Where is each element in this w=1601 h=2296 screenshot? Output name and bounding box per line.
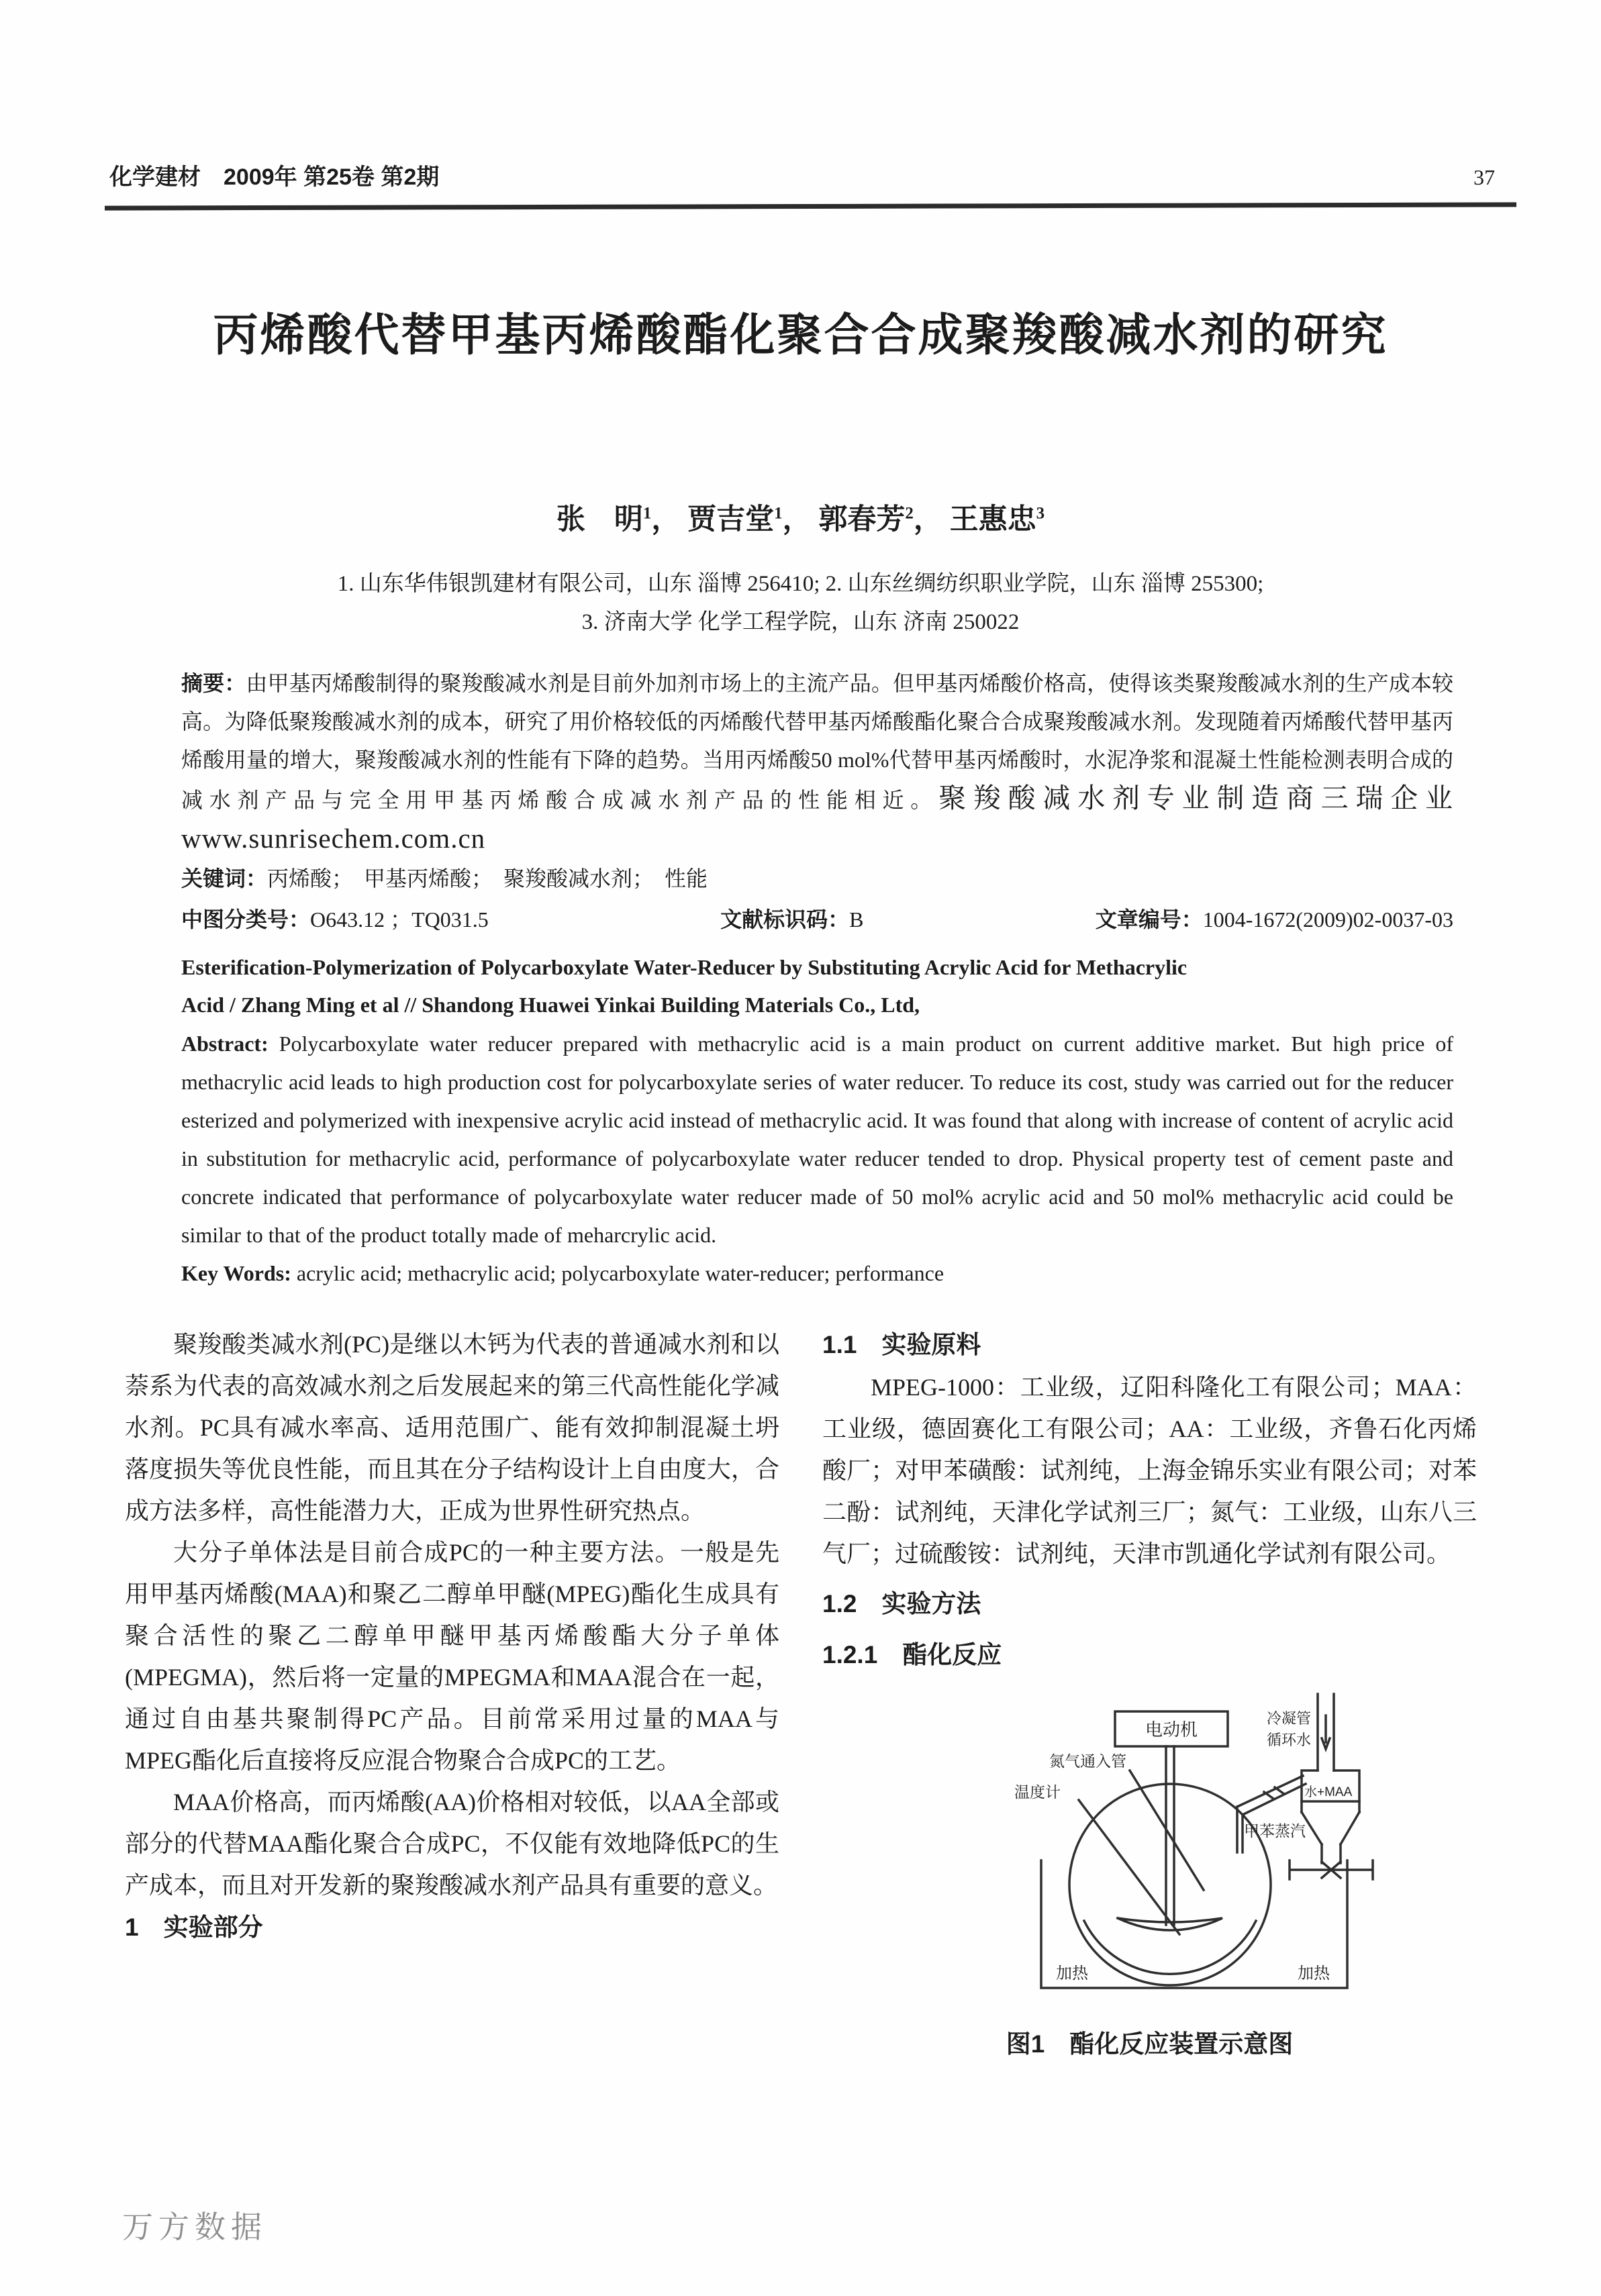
vapor-pipe bbox=[1237, 1776, 1306, 1815]
author: 郭春芳$^2$， bbox=[818, 504, 942, 536]
keywords-en-text: acrylic acid; methacrylic acid; polycarboxylate water-reducer; performance bbox=[296, 1261, 944, 1285]
figure-label-toluene-vapor: 甲苯蒸汽 bbox=[1244, 1822, 1306, 1840]
wanfang-watermark: 万方数据 bbox=[122, 2210, 267, 2244]
abstract-label: 摘要： bbox=[181, 671, 246, 695]
keywords-en-label: Key Words: bbox=[181, 1261, 291, 1285]
abstract-en-text: Polycarboxylate water reducer prepared with methacrylic acid is a main product on current additive market. But high price of methacrylic acid leads to high production cost for polycarboxylate series of water reducer. To reduce its cost, study was carried out for the reducer esterized and polymerized with inexpensive acrylic acid instead of methacrylic acid. It was found that along with increase of content of acrylic acid in substitution for methacrylic acid, performance of polycarboxylate water reducer tended to drop. Physical property test of cement paste and concrete indicated that performance of polycarboxylate water reducer made of 50 mol% acrylic acid and 50 mol% methacrylic acid could be similar to that of the product totally made of meharcrylic acid. bbox=[181, 1032, 1454, 1247]
affiliation-line: 3. 济南大学 化学工程学院，山东 济南 250022 bbox=[581, 610, 1020, 634]
english-title-line2: Acid / Zhang Ming et al // Shandong Huawei Yinkai Building Materials Co., Ltd, bbox=[181, 993, 920, 1017]
paragraph: 大分子单体法是目前合成PC的一种主要方法。一般是先用甲基丙烯酸(MAA)和聚乙二醇单甲醚(MPEG)酯化生成具有聚合活性的聚乙二醇单甲醚甲基丙烯酸酯大分子单体(MPEGMA)，然后将一定量的MPEGMA和MAA混合在一起，通过自由基共聚制得PC产品。目前常采用过量的MAA与MPEG酯化后直接将反应混合物聚合合成PC的工艺。 bbox=[125, 1539, 779, 1774]
author: 张 明$^1$， bbox=[556, 504, 681, 536]
abstract-cn bbox=[181, 664, 1453, 860]
figure-caption: 图1 酯化反应装置示意图 bbox=[1006, 2030, 1294, 2058]
affiliation-line: 1. 山东华伟银凯建材有限公司，山东 淄博 256410; 2. 山东丝绸纺织职业学院，山东 淄博 255300; bbox=[337, 572, 1264, 596]
figure-label-water-maa: 水+MAA bbox=[1304, 1785, 1353, 1799]
section-heading-1: 1 实验部分 bbox=[125, 1913, 263, 1941]
separator-neck bbox=[1322, 1844, 1341, 1863]
paragraph: 聚羧酸类减水剂(PC)是继以木钙为代表的普通减水剂和以萘系为代表的高效减水剂之后发展起来的第三代高性能化学减水剂。PC具有减水率高、适用范围广、能有效抑制混凝土坍落度损失等优良性能，而且其在分子结构设计上自由度大，合成方法多样，高性能潜力大，正成为世界性研究热点。 bbox=[125, 1331, 779, 1524]
keywords-text: 丙烯酸； 甲基丙烯酸； 聚羧酸减水剂； 性能 bbox=[267, 866, 708, 891]
article-id: 文章编号：1004-1672(2009)02-0037-03 bbox=[1095, 907, 1453, 932]
english-title-line1: Esterification-Polymerization of Polycarboxylate Water-Reducer by Substituting Acrylic Acid for Methacrylic bbox=[181, 955, 1187, 979]
paragraph: MAA价格高，而丙烯酸(AA)价格相对较低，以AA全部或部分的代替MAA酯化聚合合成PC，不仅能有效地降低PC的生产成本，而且对开发新的聚羧酸减水剂产品具有重要的意义。 bbox=[125, 1789, 779, 1899]
figure-label-motor: 电动机 bbox=[1145, 1719, 1198, 1740]
classification-row bbox=[181, 901, 1453, 939]
abstract-text: 由甲基丙烯酸制得的聚羧酸减水剂是目前外加剂市场上的主流产品。但甲基丙烯酸价格高，使得该类聚羧酸减水剂的生产成本较高。为降低聚羧酸减水剂的成本，研究了用价格较低的丙烯酸代替甲基丙烯酸酯化聚合合成聚羧酸减水剂。发现随着丙烯酸代替甲基丙烯酸用量的增大，聚羧酸减水剂的性能有下降的趋势。当用丙烯酸50 mol%代替甲基丙烯酸时，水泥净浆和混凝土性能检测表明合成的减水剂产品与完全用甲基丙烯酸合成减水剂产品的性能相近。 bbox=[181, 671, 1453, 812]
header-rule bbox=[105, 202, 1516, 210]
section-heading-1-1: 1.1 实验原料 bbox=[822, 1331, 981, 1358]
document-code: 文献标识码：B bbox=[720, 907, 864, 932]
figure-label-heat-right: 加热 bbox=[1298, 1964, 1330, 1983]
figure-label-thermometer: 温度计 bbox=[1014, 1783, 1061, 1801]
page-title: 丙烯酸代替甲基丙烯酸酯化聚合合成聚羧酸减水剂的研究 bbox=[213, 310, 1388, 360]
page-header bbox=[109, 158, 1495, 191]
front-matter bbox=[181, 664, 1453, 1293]
apparatus-diagram bbox=[916, 1691, 1426, 2001]
body-columns bbox=[125, 1324, 1477, 2065]
abstract-en-label: Abstract: bbox=[181, 1032, 269, 1056]
author: 贾吉堂$^1$， bbox=[687, 504, 812, 536]
coolant-flow-arrow bbox=[1322, 1715, 1330, 1749]
figure-label-heat-left: 加热 bbox=[1056, 1964, 1088, 1983]
affiliations bbox=[0, 565, 1601, 642]
clc-number: 中图分类号：O643.12 ；TQ031.5 bbox=[181, 907, 489, 932]
figure-label-nitrogen: 氮气通入管 bbox=[1049, 1752, 1126, 1770]
keywords-en bbox=[181, 1254, 1453, 1293]
thermometer-line bbox=[1079, 1800, 1179, 1934]
section-heading-1-2-1: 1.2.1 酯化反应 bbox=[822, 1641, 1002, 1668]
esterification-apparatus-figure bbox=[916, 1691, 1426, 2014]
watermark-ad-text: 聚羧酸减水剂专业制造商三瑞企业www.sunrisechem.com.cn bbox=[181, 783, 1453, 854]
figure-label-condenser-line1: 冷凝管 bbox=[1266, 1710, 1311, 1727]
section-heading-1-2: 1.2 实验方法 bbox=[822, 1590, 981, 1617]
keywords-label: 关键词： bbox=[181, 866, 268, 891]
abstract-en bbox=[181, 1025, 1453, 1254]
paragraph-materials: MPEG-1000：工业级，辽阳科隆化工有限公司；MAA：工业级，德固赛化工有限公司；AA：工业级，齐鲁石化丙烯酸厂；对甲苯磺酸：试剂纯，上海金锦乐实业有限公司；对苯二酚：试剂纯，天津化学试剂三厂；氮气：工业级，山东八三气厂；过硫酸铵：试剂纯，天津市凯通化学试剂有限公司。 bbox=[822, 1374, 1477, 1567]
stopcock bbox=[1290, 1860, 1373, 1879]
journal-name: 化学建材 2009年 第25卷 第2期 bbox=[109, 164, 440, 190]
separator-funnel bbox=[1302, 1812, 1359, 1844]
right-column bbox=[822, 1324, 1477, 2065]
page-number: 37 bbox=[1473, 165, 1495, 189]
figure-label-condenser-line2: 循环水 bbox=[1266, 1732, 1311, 1748]
left-column bbox=[125, 1324, 779, 2065]
flask-outline bbox=[1069, 1784, 1271, 1985]
author-line bbox=[0, 497, 1601, 538]
english-title bbox=[181, 948, 1453, 1024]
author: 王惠忠$^3$ bbox=[949, 504, 1045, 536]
keywords-cn bbox=[181, 860, 1453, 898]
